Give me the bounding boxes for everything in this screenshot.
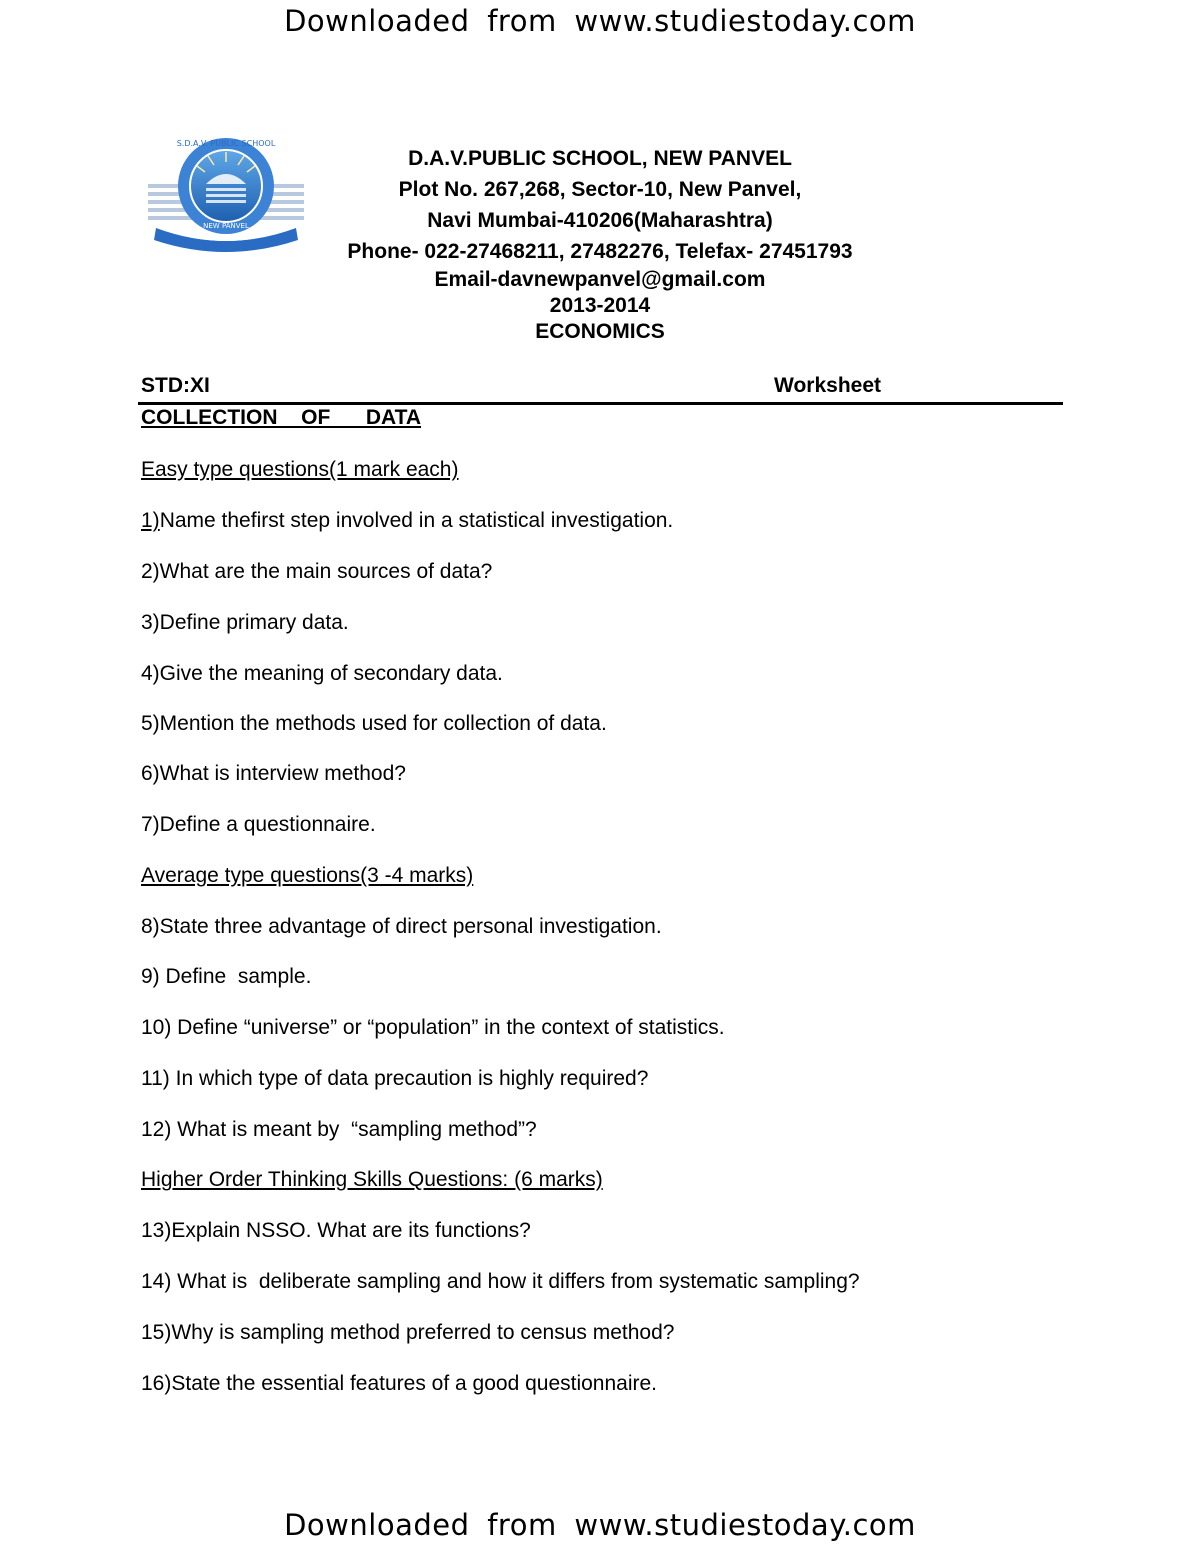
question-3: 3)Define primary data. [141,611,349,634]
svg-text:NEW PANVEL: NEW PANVEL [203,222,249,230]
topic-title: COLLECTION OF DATA [141,406,422,429]
section-hots: Higher Order Thinking Skills Questions: (6 marks) [141,1168,603,1191]
question-15: 15)Why is sampling method preferred to census method? [141,1321,675,1344]
school-phone: Phone- 022-27468211, 27482276, Telefax- 27451793 [347,240,853,263]
class-row [141,374,881,398]
section-easy: Easy type questions(1 mark each) [141,458,459,481]
question-8: 8)State three advantage of direct personal investigation. [141,915,662,938]
question-6: 6)What is interview method? [141,762,406,785]
question-4: 4)Give the meaning of secondary data. [141,662,503,685]
class-label: STD:XI [141,374,210,397]
school-address-line-1: Plot No. 267,268, Sector-10, New Panvel, [398,178,802,201]
question-9: 9) Define sample. [141,965,312,988]
question-5: 5)Mention the methods used for collection of data. [141,712,607,735]
question-1-text: Name thefirst step involved in a statistical investigation. [159,509,674,532]
header-rule [138,402,1063,405]
section-average: Average type questions(3 -4 marks) [141,864,474,887]
school-name: D.A.V.PUBLIC SCHOOL, NEW PANVEL [408,147,792,170]
watermark-top: Downloaded from www.studiestoday.com [284,4,916,38]
question-12: 12) What is meant by “sampling method”? [141,1118,537,1141]
question-16: 16)State the essential features of a good questionnaire. [141,1372,658,1395]
svg-text:S.D.A.V. PUBLIC SCHOOL: S.D.A.V. PUBLIC SCHOOL [176,139,276,148]
question-7: 7)Define a questionnaire. [141,813,376,836]
question-10: 10) Define “universe” or “population” in the context of statistics. [141,1016,725,1039]
school-header [300,143,900,345]
question-1-number: 1) [141,509,160,532]
question-1 [141,509,673,533]
academic-year: 2013-2014 [549,294,651,317]
school-email: Email-davnewpanvel@gmail.com [434,268,766,291]
question-11: 11) In which type of data precaution is highly required? [141,1067,649,1090]
worksheet-label: Worksheet [774,374,881,397]
school-address-line-2: Navi Mumbai-410206(Maharashtra) [427,209,773,232]
watermark-bottom: Downloaded from www.studiestoday.com [284,1508,916,1542]
question-2: 2)What are the main sources of data? [141,560,493,583]
question-13: 13)Explain NSSO. What are its functions? [141,1219,531,1242]
question-14: 14) What is deliberate sampling and how it differs from systematic sampling? [141,1270,860,1293]
school-logo [148,136,304,252]
subject-title: ECONOMICS [535,320,665,343]
